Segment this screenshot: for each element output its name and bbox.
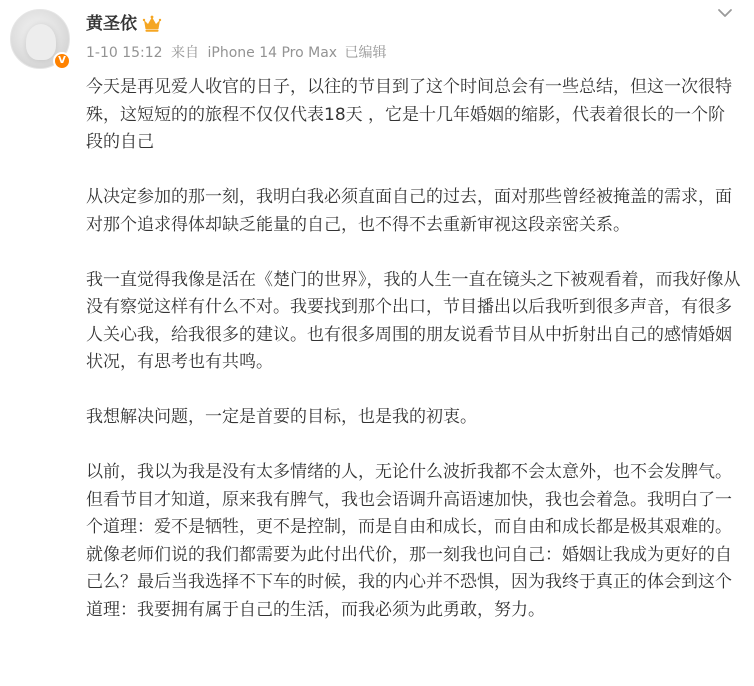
source-device: iPhone 14 Pro Max bbox=[207, 45, 338, 61]
source-prefix: 来自 bbox=[171, 45, 200, 61]
post-time[interactable]: 1-10 15:12 bbox=[86, 45, 163, 61]
avatar-photo bbox=[26, 24, 56, 60]
content-paragraph: 我一直觉得我像是活在《楚门的世界》，我的人生一直在镜头之下被观看着，而我好像从没有察觉这样有什么不对。我要找到那个出口，节目播出以后我听到很多声音，有很多人关心我，给我很多的建议。也有很多周围的朋友说看节目从中折射出自己的感情婚姻状况，有思考也有共鸣。 bbox=[86, 269, 741, 372]
content-paragraph: 从决定参加的那一刻，我明白我必须直面自己的过去，面对那些曾经被掩盖的需求，面对那个追求得体却缺乏能量的自己，也不得不去重新审视这段亲密关系。 bbox=[86, 187, 732, 235]
verified-badge-icon: V bbox=[53, 52, 71, 70]
post-meta bbox=[86, 43, 391, 63]
chevron-down-icon[interactable] bbox=[712, 2, 738, 24]
content-paragraph: 以前，我以为我是没有太多情绪的人，无论什么波折我都不会太意外，也不会发脾气。但看节目才知道，原来我有脾气，我也会语调升高语速加快，我也会着急。我明白了一个道理：爱不是牺牲，更不是控制，而是自由和成长，而自由和成长都是极其艰难的。就像老师们说的我们都需要为此付出代价，那一刻我也问自己：婚姻让我成为更好的自己么？最后当我选择不下车的时候，我的内心并不恐惧，因为我终于真正的体会到这个道理：我要拥有属于自己的生活，而我必须为此勇敢，努力。 bbox=[86, 462, 732, 620]
content-paragraph: 我想解决问题，一定是首要的目标，也是我的初衷。 bbox=[86, 407, 477, 427]
content-paragraph: 今天是再见爱人收官的日子，以往的节目到了这个时间总会有一些总结，但这一次很特殊，这短短的的旅程不仅仅代表18天 ，它是十几年婚姻的缩影，代表着很长的一个阶段的自己 bbox=[86, 77, 732, 152]
edited-label[interactable]: 已编辑 bbox=[344, 45, 387, 61]
post-content bbox=[86, 74, 742, 652]
user-name[interactable]: 黄圣依 bbox=[86, 14, 137, 34]
crown-icon[interactable] bbox=[142, 14, 162, 34]
